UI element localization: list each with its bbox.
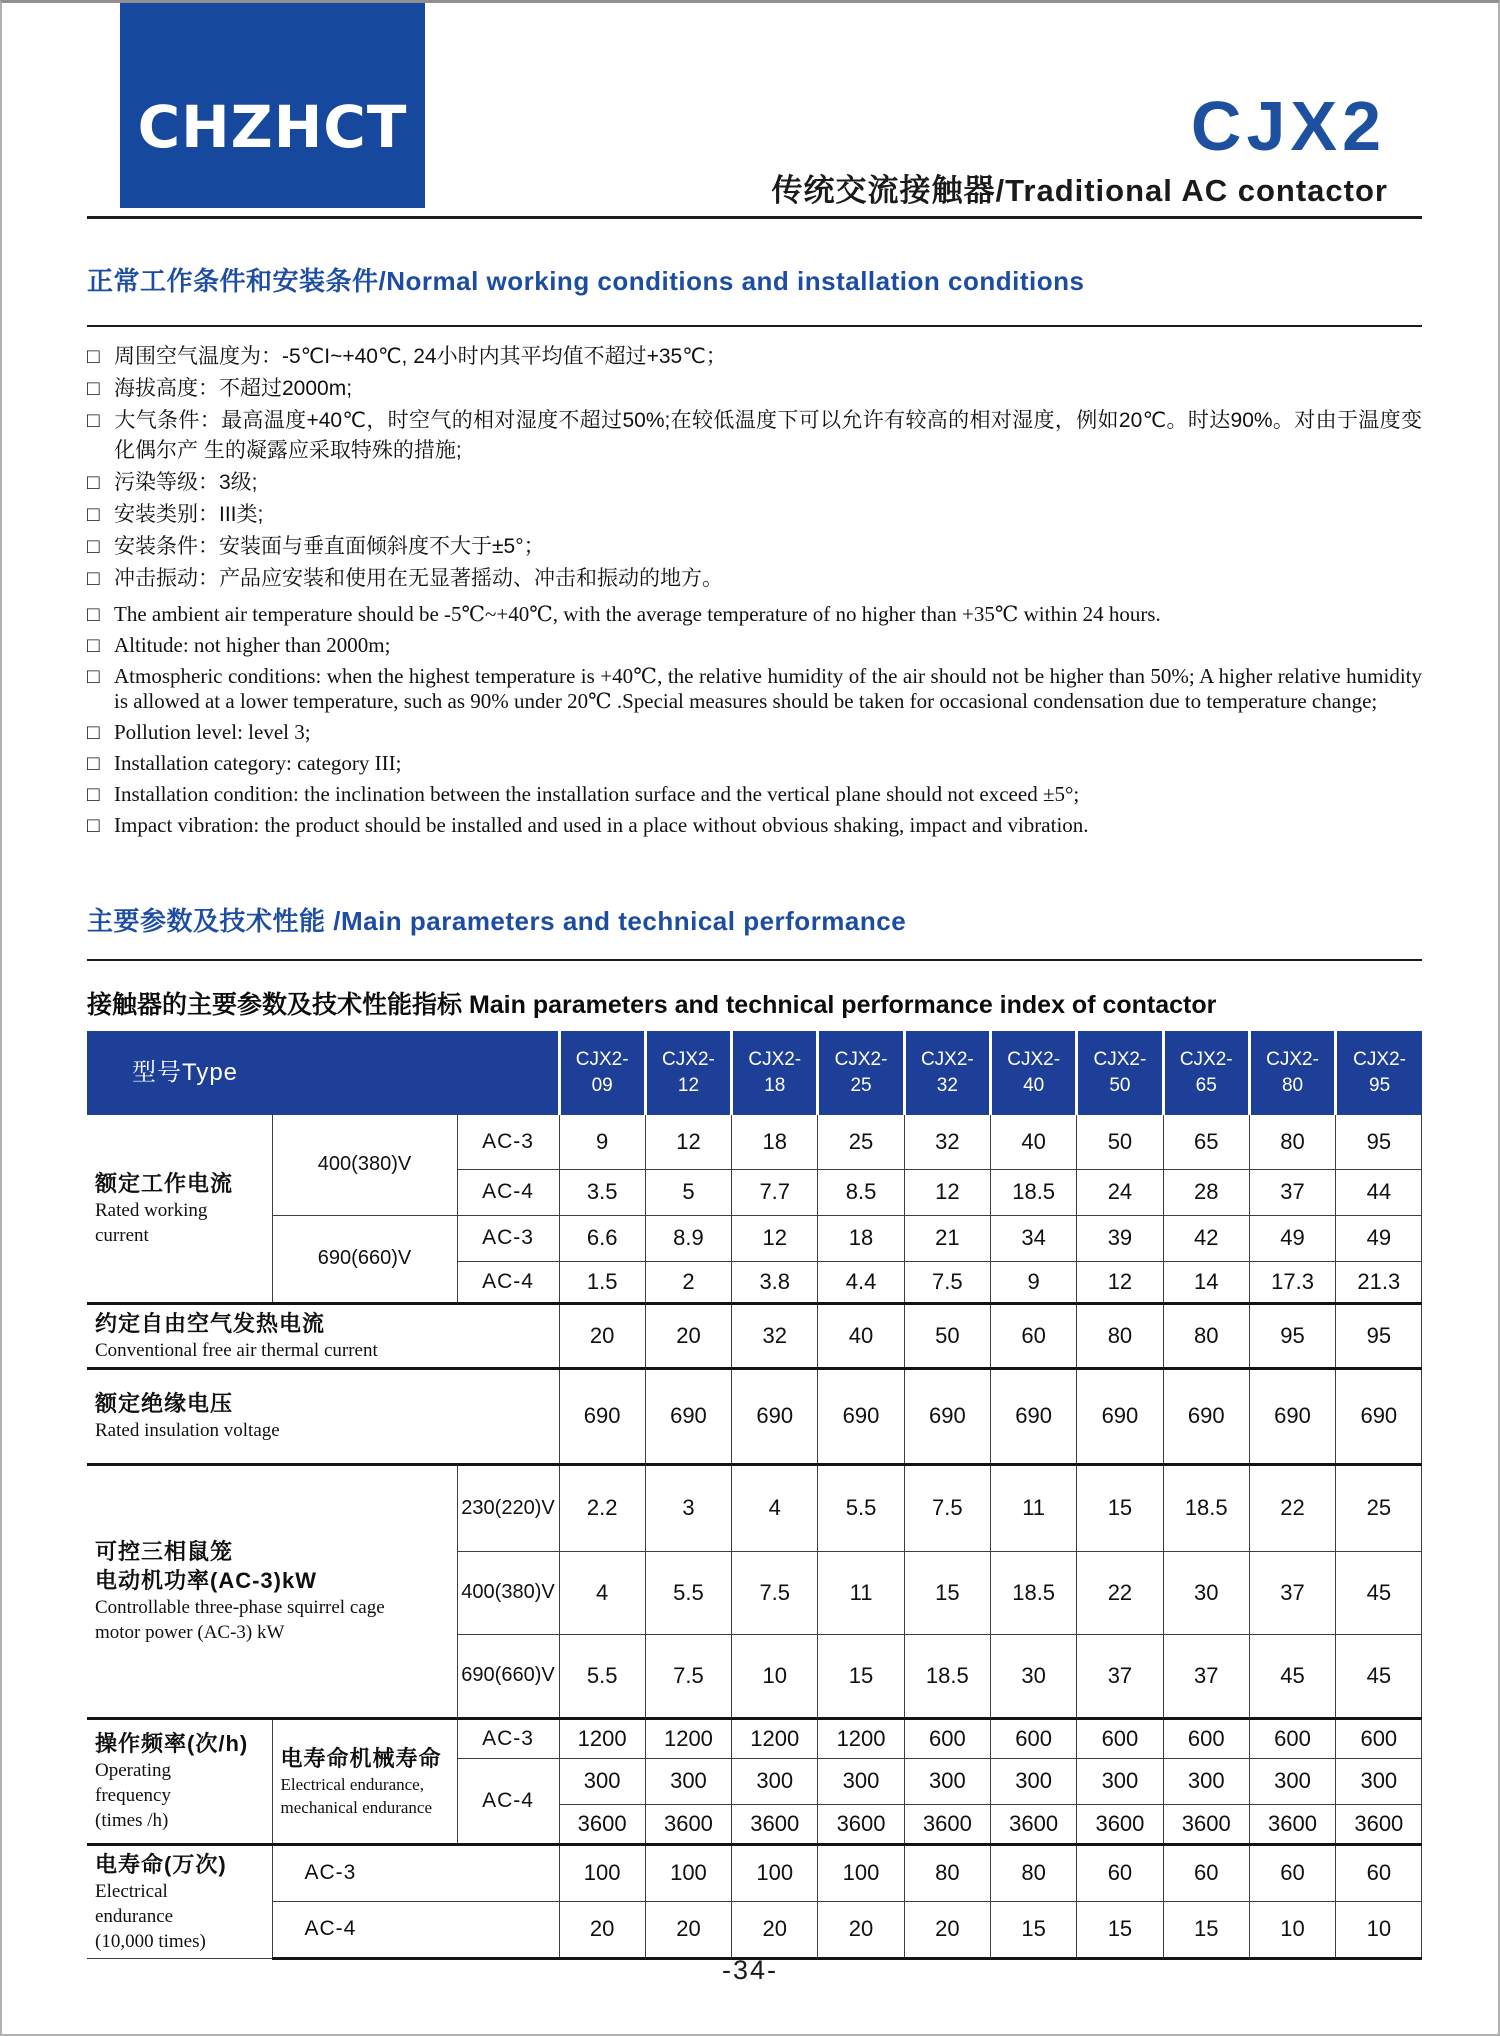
checkbox-icon: □ <box>87 503 100 526</box>
value-cell: 2 <box>645 1261 731 1303</box>
value-cell: 690 <box>1077 1368 1163 1464</box>
voltage-cell: 400(380)V <box>457 1551 559 1634</box>
row-label-thermal-current <box>87 1303 559 1368</box>
header-divider <box>87 216 1422 219</box>
value-cell: 12 <box>645 1115 731 1169</box>
condition-item: □ 周围空气温度为：-5℃I~+40℃, 24小时内其平均值不超过+35℃； <box>87 342 1422 372</box>
model-header: CJX2- 50 <box>1077 1031 1163 1115</box>
product-subtitle: 传统交流接触器/Traditional AC contactor <box>771 173 1388 208</box>
value-cell: 20 <box>559 1901 645 1958</box>
model-header: CJX2- 65 <box>1163 1031 1249 1115</box>
value-cell: 3600 <box>1163 1804 1249 1844</box>
value-cell: 1200 <box>732 1718 818 1758</box>
value-cell: 49 <box>1336 1215 1422 1261</box>
category-cell: AC-4 <box>272 1901 559 1958</box>
label-cn: 电寿命(万次) <box>95 1851 227 1877</box>
value-cell: 18.5 <box>990 1551 1076 1634</box>
checkbox-icon: □ <box>87 633 100 657</box>
condition-item: □ Atmospheric conditions: when the highest temperature is +40℃, the relative humidity of the air should not be higher than 50%; A higher relative humidity is allowed at a lower temperature, such as 90% under 20℃ .Special measures should be taken for occasional condensation due to temperature change; <box>87 664 1422 713</box>
value-cell: 300 <box>645 1758 731 1804</box>
value-cell: 18.5 <box>1163 1464 1249 1551</box>
condition-item: □ The ambient air temperature should be -5℃~+40℃, with the average temperature of no higher than +35℃ within 24 hours. <box>87 602 1161 626</box>
category-cell: AC-3 <box>272 1844 559 1901</box>
value-cell: 300 <box>1336 1758 1422 1804</box>
value-cell: 37 <box>1249 1169 1335 1215</box>
value-cell: 95 <box>1249 1303 1335 1368</box>
value-cell: 60 <box>1249 1844 1335 1901</box>
value-cell: 3600 <box>559 1804 645 1844</box>
voltage-cell: 230(220)V <box>457 1464 559 1551</box>
value-cell: 15 <box>1077 1901 1163 1958</box>
value-cell: 300 <box>1077 1758 1163 1804</box>
value-cell: 18.5 <box>990 1169 1076 1215</box>
value-cell: 300 <box>1249 1758 1335 1804</box>
condition-item: □ Impact vibration: the product should be installed and used in a place without obvious shaking, impact and vibration. <box>87 813 1089 837</box>
value-cell: 690 <box>645 1368 731 1464</box>
value-cell: 20 <box>645 1901 731 1958</box>
value-cell: 22 <box>1249 1464 1335 1551</box>
value-cell: 18.5 <box>904 1634 990 1718</box>
label-cn: 电寿命机械寿命 <box>280 1745 442 1771</box>
product-code: CJX2 <box>1190 87 1386 165</box>
value-cell: 37 <box>1163 1634 1249 1718</box>
label-cn: 额定工作电流 <box>95 1170 234 1196</box>
value-cell: 11 <box>818 1551 904 1634</box>
condition-item: □ 污染等级：3级; <box>87 468 1422 498</box>
category-cell: AC-4 <box>457 1261 559 1303</box>
value-cell: 600 <box>904 1718 990 1758</box>
value-cell: 9 <box>990 1261 1076 1303</box>
value-cell: 5.5 <box>818 1464 904 1551</box>
value-cell: 15 <box>818 1634 904 1718</box>
value-cell: 18 <box>732 1115 818 1169</box>
voltage-cell: 400(380)V <box>272 1115 457 1215</box>
value-cell: 15 <box>1077 1464 1163 1551</box>
model-header: CJX2- 95 <box>1336 1031 1422 1115</box>
model-header: CJX2- 09 <box>559 1031 645 1115</box>
section-divider <box>87 325 1422 327</box>
model-header: CJX2- 80 <box>1249 1031 1335 1115</box>
value-cell: 60 <box>1336 1844 1422 1901</box>
label-en: Conventional free air thermal current <box>95 1339 378 1361</box>
value-cell: 5 <box>645 1169 731 1215</box>
value-cell: 80 <box>904 1844 990 1901</box>
value-cell: 3600 <box>1336 1804 1422 1844</box>
value-cell: 9 <box>559 1115 645 1169</box>
value-cell: 600 <box>1249 1718 1335 1758</box>
condition-item: □ Altitude: not higher than 2000m; <box>87 633 391 657</box>
value-cell: 3600 <box>1077 1804 1163 1844</box>
value-cell: 45 <box>1336 1551 1422 1634</box>
row-label-rated-working-current <box>87 1115 272 1303</box>
value-cell: 600 <box>990 1718 1076 1758</box>
value-cell: 690 <box>818 1368 904 1464</box>
checkbox-icon: □ <box>87 751 100 775</box>
model-header: CJX2- 25 <box>818 1031 904 1115</box>
checkbox-icon: □ <box>87 535 100 558</box>
value-cell: 3600 <box>818 1804 904 1844</box>
value-cell: 60 <box>1163 1844 1249 1901</box>
value-cell: 22 <box>1077 1551 1163 1634</box>
value-cell: 15 <box>990 1901 1076 1958</box>
checkbox-icon: □ <box>87 813 100 837</box>
value-cell: 5.5 <box>559 1634 645 1718</box>
value-cell: 1200 <box>559 1718 645 1758</box>
value-cell: 44 <box>1336 1169 1422 1215</box>
value-cell: 20 <box>818 1901 904 1958</box>
value-cell: 3600 <box>904 1804 990 1844</box>
value-cell: 32 <box>732 1303 818 1368</box>
label-cn: 可控三相鼠笼 电动机功率(AC-3)kW <box>95 1539 317 1593</box>
label-cn: 操作频率(次/h) <box>95 1731 249 1756</box>
value-cell: 15 <box>1163 1901 1249 1958</box>
value-cell: 40 <box>990 1115 1076 1169</box>
value-cell: 20 <box>559 1303 645 1368</box>
value-cell: 8.5 <box>818 1169 904 1215</box>
value-cell: 3 <box>645 1464 731 1551</box>
value-cell: 7.5 <box>904 1261 990 1303</box>
label-en: Rated working current <box>95 1199 208 1246</box>
checkbox-icon: □ <box>87 720 100 744</box>
label-cn: 约定自由空气发热电流 <box>95 1310 326 1336</box>
company-logo <box>120 3 425 208</box>
value-cell: 12 <box>732 1215 818 1261</box>
value-cell: 25 <box>1336 1464 1422 1551</box>
value-cell: 65 <box>1163 1115 1249 1169</box>
checkbox-icon: □ <box>87 409 100 432</box>
value-cell: 300 <box>559 1758 645 1804</box>
condition-item: □ 冲击振动：产品应安装和使用在无显著摇动、冲击和振动的地方。 <box>87 564 1422 594</box>
value-cell: 1.5 <box>559 1261 645 1303</box>
value-cell: 300 <box>1163 1758 1249 1804</box>
value-cell: 4.4 <box>818 1261 904 1303</box>
value-cell: 690 <box>904 1368 990 1464</box>
model-header: CJX2- 12 <box>645 1031 731 1115</box>
value-cell: 14 <box>1163 1261 1249 1303</box>
category-cell: AC-4 <box>457 1169 559 1215</box>
value-cell: 15 <box>904 1551 990 1634</box>
condition-item: □ 安装条件：安装面与垂直面倾斜度不大于±5°； <box>87 532 1422 562</box>
value-cell: 100 <box>645 1844 731 1901</box>
category-cell: AC-3 <box>457 1215 559 1261</box>
value-cell: 5.5 <box>645 1551 731 1634</box>
voltage-cell: 690(660)V <box>272 1215 457 1303</box>
value-cell: 4 <box>732 1464 818 1551</box>
parameters-table <box>87 1031 1422 1960</box>
model-header: CJX2- 32 <box>904 1031 990 1115</box>
value-cell: 30 <box>1163 1551 1249 1634</box>
value-cell: 3600 <box>990 1804 1076 1844</box>
value-cell: 60 <box>990 1303 1076 1368</box>
value-cell: 300 <box>818 1758 904 1804</box>
value-cell: 690 <box>990 1368 1076 1464</box>
voltage-cell: 690(660)V <box>457 1634 559 1718</box>
conditions-list-cn <box>87 342 1422 596</box>
value-cell: 40 <box>818 1303 904 1368</box>
value-cell: 21 <box>904 1215 990 1261</box>
value-cell: 7.7 <box>732 1169 818 1215</box>
checkbox-icon: □ <box>87 471 100 494</box>
row-label-motor-power <box>87 1464 457 1718</box>
value-cell: 42 <box>1163 1215 1249 1261</box>
value-cell: 95 <box>1336 1303 1422 1368</box>
checkbox-icon: □ <box>87 567 100 590</box>
value-cell: 18 <box>818 1215 904 1261</box>
value-cell: 690 <box>1163 1368 1249 1464</box>
value-cell: 20 <box>732 1901 818 1958</box>
value-cell: 12 <box>904 1169 990 1215</box>
value-cell: 80 <box>1249 1115 1335 1169</box>
condition-item: □ Installation condition: the inclination between the installation surface and the vertical plane should not exceed ±5°; <box>87 782 1080 806</box>
checkbox-icon: □ <box>87 782 100 806</box>
condition-item: □ 海拔高度：不超过2000m; <box>87 374 1422 404</box>
section-title-parameters: 主要参数及技术性能 /Main parameters and technical performance <box>87 906 907 936</box>
value-cell: 690 <box>1249 1368 1335 1464</box>
value-cell: 1200 <box>818 1718 904 1758</box>
value-cell: 20 <box>645 1303 731 1368</box>
type-header: 型号Type <box>87 1031 559 1115</box>
value-cell: 10 <box>1336 1901 1422 1958</box>
value-cell: 7.5 <box>732 1551 818 1634</box>
value-cell: 39 <box>1077 1215 1163 1261</box>
checkbox-icon: □ <box>87 377 100 400</box>
checkbox-icon: □ <box>87 664 100 688</box>
value-cell: 24 <box>1077 1169 1163 1215</box>
value-cell: 21.3 <box>1336 1261 1422 1303</box>
value-cell: 12 <box>1077 1261 1163 1303</box>
value-cell: 80 <box>1163 1303 1249 1368</box>
value-cell: 100 <box>818 1844 904 1901</box>
category-cell: AC-3 <box>457 1115 559 1169</box>
value-cell: 690 <box>732 1368 818 1464</box>
value-cell: 690 <box>1336 1368 1422 1464</box>
checkbox-icon: □ <box>87 345 100 368</box>
conditions-list-en <box>87 602 1422 844</box>
value-cell: 3.5 <box>559 1169 645 1215</box>
value-cell: 100 <box>732 1844 818 1901</box>
row-label-operating-frequency <box>87 1718 272 1844</box>
label-en: Controllable three-phase squirrel cage motor power (AC-3) kW <box>95 1597 385 1643</box>
label-cn: 额定绝缘电压 <box>95 1391 234 1416</box>
value-cell: 25 <box>818 1115 904 1169</box>
value-cell: 50 <box>1077 1115 1163 1169</box>
value-cell: 50 <box>904 1303 990 1368</box>
value-cell: 300 <box>904 1758 990 1804</box>
table-title: 接触器的主要参数及技术性能指标 Main parameters and technical performance index of contactor <box>87 991 1217 1019</box>
value-cell: 37 <box>1249 1551 1335 1634</box>
label-en: Electrical endurance, mechanical endurance <box>280 1774 432 1817</box>
value-cell: 20 <box>904 1901 990 1958</box>
value-cell: 8.9 <box>645 1215 731 1261</box>
value-cell: 1200 <box>645 1718 731 1758</box>
value-cell: 28 <box>1163 1169 1249 1215</box>
condition-item: □ Pollution level: level 3; <box>87 720 311 744</box>
value-cell: 32 <box>904 1115 990 1169</box>
category-cell: AC-4 <box>457 1758 559 1844</box>
checkbox-icon: □ <box>87 602 100 626</box>
value-cell: 60 <box>1077 1844 1163 1901</box>
logo-text: CHZHCT <box>137 92 408 161</box>
value-cell: 10 <box>732 1634 818 1718</box>
value-cell: 3600 <box>645 1804 731 1844</box>
value-cell: 37 <box>1077 1634 1163 1718</box>
value-cell: 3600 <box>732 1804 818 1844</box>
label-en: Rated insulation voltage <box>95 1420 280 1441</box>
label-en: Electrical endurance (10,000 times) <box>95 1880 206 1952</box>
value-cell: 10 <box>1249 1901 1335 1958</box>
value-cell: 600 <box>1163 1718 1249 1758</box>
value-cell: 80 <box>990 1844 1076 1901</box>
value-cell: 95 <box>1336 1115 1422 1169</box>
value-cell: 690 <box>559 1368 645 1464</box>
value-cell: 2.2 <box>559 1464 645 1551</box>
value-cell: 300 <box>732 1758 818 1804</box>
value-cell: 600 <box>1336 1718 1422 1758</box>
value-cell: 45 <box>1336 1634 1422 1718</box>
value-cell: 4 <box>559 1551 645 1634</box>
value-cell: 3600 <box>1249 1804 1335 1844</box>
page-number: -34- <box>721 1955 778 1985</box>
value-cell: 6.6 <box>559 1215 645 1261</box>
value-cell: 7.5 <box>904 1464 990 1551</box>
value-cell: 300 <box>990 1758 1076 1804</box>
section-divider-2 <box>87 959 1422 961</box>
value-cell: 80 <box>1077 1303 1163 1368</box>
value-cell: 600 <box>1077 1718 1163 1758</box>
section-title-conditions: 正常工作条件和安装条件/Normal working conditions and installation conditions <box>87 266 1085 296</box>
value-cell: 100 <box>559 1844 645 1901</box>
row-label-insulation-voltage <box>87 1368 559 1464</box>
value-cell: 17.3 <box>1249 1261 1335 1303</box>
category-cell: AC-3 <box>457 1718 559 1758</box>
condition-item: □ 大气条件：最高温度+40℃，时空气的相对湿度不超过50%;在较低温度下可以允许有较高的相对湿度，例如20℃。时达90%。对由于温度变化偶尔产 生的凝露应采取特殊的措施; <box>87 406 1422 466</box>
row-label-electrical-endurance <box>87 1844 272 1958</box>
value-cell: 30 <box>990 1634 1076 1718</box>
label-en: Operating frequency (times /h) <box>95 1760 171 1831</box>
row-label-endurance <box>272 1718 457 1844</box>
value-cell: 45 <box>1249 1634 1335 1718</box>
model-header: CJX2- 40 <box>990 1031 1076 1115</box>
model-header: CJX2- 18 <box>732 1031 818 1115</box>
condition-item: □ 安装类别：III类; <box>87 500 1422 530</box>
value-cell: 11 <box>990 1464 1076 1551</box>
condition-item: □ Installation category: category III; <box>87 751 402 775</box>
value-cell: 34 <box>990 1215 1076 1261</box>
value-cell: 7.5 <box>645 1634 731 1718</box>
value-cell: 49 <box>1249 1215 1335 1261</box>
value-cell: 3.8 <box>732 1261 818 1303</box>
